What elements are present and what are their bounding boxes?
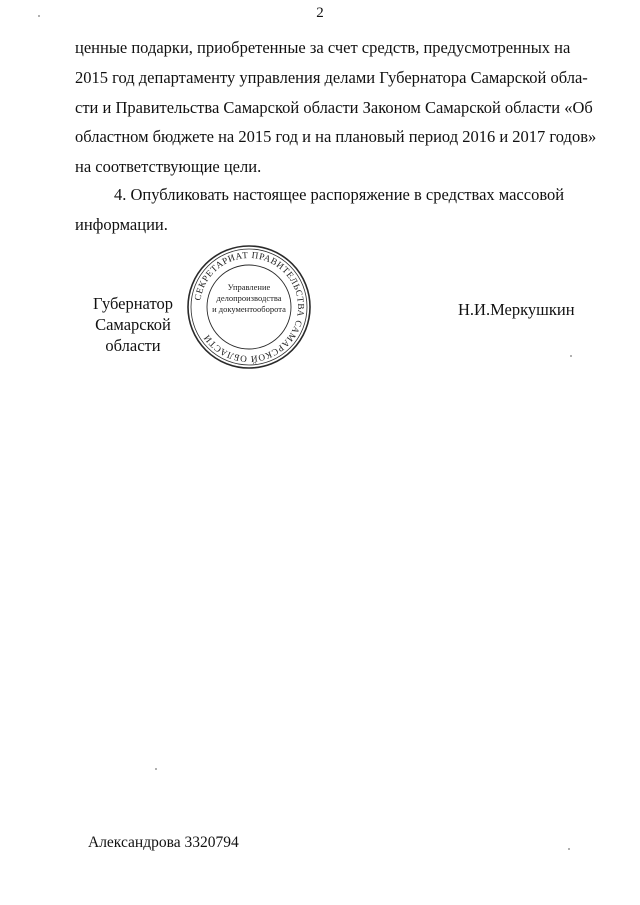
seal-center-line: и документооборота [212, 304, 286, 314]
page-number: 2 [316, 5, 324, 21]
seal-center-line: Управление [227, 282, 271, 292]
signatory-title [78, 293, 188, 356]
paragraph-line: областном бюджете на 2015 год и на плановый период 2016 и 2017 годов» [75, 127, 597, 146]
executor-contact: Александрова 3320794 [88, 834, 239, 851]
official-seal [186, 244, 312, 370]
scan-speck [38, 15, 40, 17]
seal-ring-text: СЕКРЕТАРИАТ ПРАВИТЕЛЬСТВА САМАРСКОЙ ОБЛАСТИ [192, 249, 307, 365]
seal-center-line: делопроизводства [216, 293, 282, 303]
seal-center-text [204, 282, 294, 315]
scan-speck [570, 355, 572, 357]
paragraph-line: 4. Опубликовать настоящее распоряжение в средствах массовой [114, 185, 565, 204]
scan-speck [568, 848, 570, 850]
signatory-title-line1: Губернатор [93, 294, 173, 313]
paragraph-line: 2015 год департаменту управления делами Губернатора Самарской обла- [75, 68, 588, 87]
paragraph-line: сти и Правительства Самарской области Законом Самарской области «Об [75, 98, 593, 117]
scan-speck [155, 768, 157, 770]
paragraph-line: на соответствующие цели. [75, 157, 262, 176]
signatory-name: Н.И.Меркушкин [458, 300, 575, 319]
paragraph-line: информации. [75, 215, 168, 234]
paragraph-line: ценные подарки, приобретенные за счет средств, предусмотренных на [75, 38, 571, 57]
signatory-title-line2: Самарской области [95, 315, 171, 355]
